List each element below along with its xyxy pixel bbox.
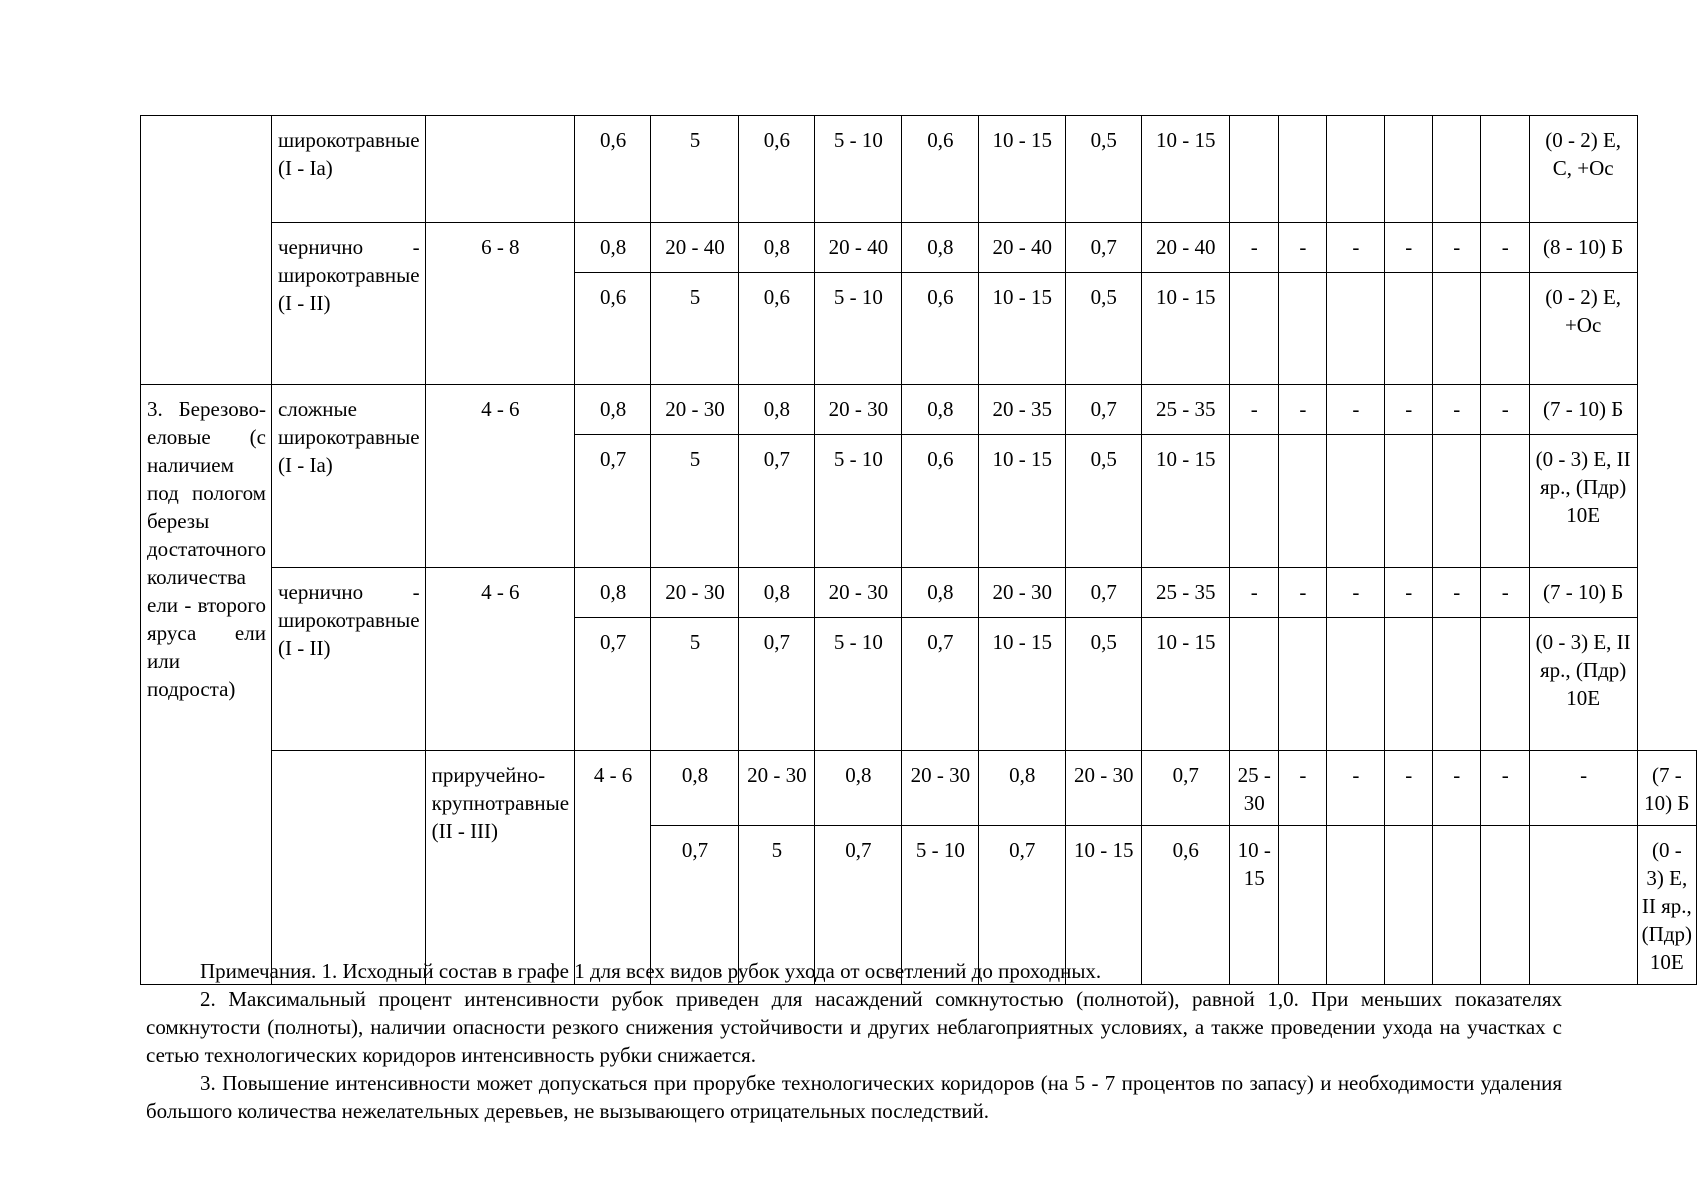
data-cell: 0,8 <box>651 751 739 826</box>
data-cell: 5 <box>651 273 739 385</box>
data-cell: 0,8 <box>575 223 651 273</box>
data-cell: 0,7 <box>1065 385 1141 435</box>
group-cell-empty <box>141 116 272 385</box>
data-cell: 0,5 <box>1065 273 1141 385</box>
data-cell: 0,6 <box>901 273 978 385</box>
data-cell: 0,8 <box>738 568 814 618</box>
data-cell <box>1326 435 1384 568</box>
data-cell: - <box>1229 568 1278 618</box>
age-cell: 6 - 8 <box>425 223 574 385</box>
data-cell: - <box>1384 751 1432 826</box>
data-cell: - <box>1278 223 1326 273</box>
data-cell: 5 - 10 <box>814 116 901 223</box>
subtype-cell: чернично - широкотравные (I - II) <box>271 568 425 751</box>
data-cell <box>1326 618 1384 751</box>
data-cell: 20 - 40 <box>978 223 1065 273</box>
notes-section <box>146 957 1562 1125</box>
data-cell: - <box>1480 385 1529 435</box>
data-cell: 10 - 15 <box>1141 116 1229 223</box>
table-row <box>141 223 1697 273</box>
data-cell: 0,7 <box>1065 223 1141 273</box>
data-cell <box>1326 273 1384 385</box>
composition-cell: (0 - 2) Е, С, +Ос <box>1529 116 1637 223</box>
data-cell: - <box>1432 751 1480 826</box>
data-cell: 25 - 35 <box>1141 385 1229 435</box>
data-cell <box>1480 435 1529 568</box>
data-cell: - <box>1384 568 1432 618</box>
data-cell <box>1229 618 1278 751</box>
data-cell: 0,8 <box>978 751 1065 826</box>
data-cell: 10 - 15 <box>978 273 1065 385</box>
data-cell: 10 - 15 <box>1141 435 1229 568</box>
data-cell: - <box>1326 751 1384 826</box>
data-cell: 0,5 <box>1065 116 1141 223</box>
composition-cell: (8 - 10) Б <box>1529 223 1637 273</box>
data-cell: - <box>1432 223 1480 273</box>
data-cell <box>1229 116 1278 223</box>
data-cell: - <box>1384 385 1432 435</box>
data-cell: 10 - 15 <box>978 435 1065 568</box>
data-cell <box>1326 116 1384 223</box>
data-cell: 20 - 30 <box>814 385 901 435</box>
data-cell: - <box>1326 385 1384 435</box>
data-cell: 0,6 <box>1141 826 1229 985</box>
data-cell: 10 - 15 <box>978 618 1065 751</box>
data-cell: 0,8 <box>901 385 978 435</box>
subtype-cell: приручейно-крупнотравные (II - III) <box>425 751 574 985</box>
data-cell: 0,7 <box>978 826 1065 985</box>
composition-cell: (0 - 3) Е, II яр., (Пдр) 10Е <box>1529 618 1637 751</box>
subtype-cell: чернично - широкотравные (I - II) <box>271 223 425 385</box>
data-cell: 5 <box>651 618 739 751</box>
data-cell: 0,7 <box>651 826 739 985</box>
forest-thinning-table <box>140 115 1697 985</box>
table-body <box>141 116 1697 985</box>
data-cell <box>1480 116 1529 223</box>
data-cell: 0,8 <box>814 751 901 826</box>
data-cell: 0,7 <box>1065 568 1141 618</box>
data-cell: 5 <box>651 435 739 568</box>
group-cell-empty <box>271 751 425 985</box>
data-cell <box>1480 618 1529 751</box>
data-cell <box>1229 435 1278 568</box>
data-cell: 5 - 10 <box>814 435 901 568</box>
composition-cell: (0 - 3) Е, II яр., (Пдр) 10Е <box>1637 826 1696 985</box>
data-cell <box>1384 273 1432 385</box>
data-cell: 0,6 <box>738 273 814 385</box>
composition-cell: (7 - 10) Б <box>1529 385 1637 435</box>
composition-cell: (7 - 10) Б <box>1637 751 1696 826</box>
data-cell: - <box>1480 568 1529 618</box>
composition-cell: (0 - 2) Е, +Ос <box>1529 273 1637 385</box>
data-cell <box>1432 116 1480 223</box>
data-cell: 20 - 40 <box>1141 223 1229 273</box>
data-cell: 10 - 15 <box>978 116 1065 223</box>
data-cell: 10 - 15 <box>1141 618 1229 751</box>
data-cell: 20 - 40 <box>814 223 901 273</box>
data-cell: 0,7 <box>901 618 978 751</box>
age-cell: 4 - 6 <box>425 385 574 568</box>
note-paragraph: 3. Повышение интенсивности может допускаться при прорубке технологических коридоров (на 5 - 7 процентов по запасу) и необходимости удаления большого количества нежелательных деревьев, не вызывающего отрицательных последствий. <box>146 1071 1562 1123</box>
table-row <box>141 751 1697 826</box>
data-cell: - <box>1480 751 1529 826</box>
data-cell: 0,7 <box>738 618 814 751</box>
data-cell: 0,6 <box>575 116 651 223</box>
data-cell: 20 - 30 <box>651 385 739 435</box>
data-cell: 20 - 30 <box>814 568 901 618</box>
data-cell: 20 - 30 <box>901 751 978 826</box>
data-cell: 25 - 35 <box>1141 568 1229 618</box>
data-cell <box>1278 273 1326 385</box>
data-cell: 20 - 35 <box>978 385 1065 435</box>
data-cell: 0,8 <box>738 385 814 435</box>
data-cell: 0,5 <box>1065 435 1141 568</box>
data-cell <box>1432 273 1480 385</box>
data-cell: - <box>1480 223 1529 273</box>
data-cell: 10 - 15 <box>1229 826 1278 985</box>
data-cell: 5 - 10 <box>814 273 901 385</box>
composition-cell: (7 - 10) Б <box>1529 568 1637 618</box>
data-cell: 0,8 <box>575 568 651 618</box>
data-cell: 5 - 10 <box>814 618 901 751</box>
age-cell: 4 - 6 <box>425 568 574 751</box>
composition-cell: (0 - 3) Е, II яр., (Пдр) 10Е <box>1529 435 1637 568</box>
group-name-cell: 3. Березово-еловые (с наличием под пологом березы достаточного количества ели - второго яруса ели или подроста) <box>141 385 272 985</box>
data-cell: 10 - 15 <box>1141 273 1229 385</box>
data-cell: 0,6 <box>575 273 651 385</box>
data-cell <box>1480 273 1529 385</box>
data-cell: 5 - 10 <box>901 826 978 985</box>
data-cell <box>1432 435 1480 568</box>
data-cell: 0,6 <box>901 435 978 568</box>
data-cell: 0,8 <box>901 223 978 273</box>
data-cell <box>1278 435 1326 568</box>
data-cell: 0,6 <box>901 116 978 223</box>
data-cell <box>1384 618 1432 751</box>
subtype-cell: широкотравные (I - Ia) <box>271 116 425 223</box>
data-cell: 0,8 <box>575 385 651 435</box>
note-paragraph: Примечания. 1. Исходный состав в графе 1 для всех видов рубок ухода от осветлений до проходных. <box>200 959 1102 983</box>
data-cell: - <box>1278 568 1326 618</box>
data-cell: 20 - 30 <box>651 568 739 618</box>
data-cell <box>1229 273 1278 385</box>
data-cell: 10 - 15 <box>1065 826 1141 985</box>
data-cell: 0,6 <box>738 116 814 223</box>
data-cell <box>1432 618 1480 751</box>
data-cell: 20 - 30 <box>738 751 814 826</box>
data-cell: - <box>1384 223 1432 273</box>
data-cell: 20 - 30 <box>978 568 1065 618</box>
data-cell <box>1384 435 1432 568</box>
data-cell: 20 - 40 <box>651 223 739 273</box>
data-cell: - <box>1326 568 1384 618</box>
data-cell: - <box>1432 568 1480 618</box>
data-cell: - <box>1326 223 1384 273</box>
data-cell: 0,7 <box>1141 751 1229 826</box>
data-cell <box>1278 116 1326 223</box>
table-row <box>141 568 1697 618</box>
data-cell: 0,5 <box>1065 618 1141 751</box>
data-cell: 0,7 <box>814 826 901 985</box>
data-cell: 25 - 30 <box>1229 751 1278 826</box>
age-cell: 4 - 6 <box>575 751 651 985</box>
data-cell: 0,7 <box>738 435 814 568</box>
data-cell: 5 <box>738 826 814 985</box>
table-row <box>141 385 1697 435</box>
data-cell: 5 <box>651 116 739 223</box>
table-row <box>141 116 1697 223</box>
data-cell: - <box>1229 385 1278 435</box>
note-paragraph: 2. Максимальный процент интенсивности рубок приведен для насаждений сомкнутостью (полнотой), равной 1,0. При меньших показателях сомкнутости (полноты), наличии опасности резкого снижения устойчивости и других неблагоприятных условиях, а также проведении ухода на участках с сетью технологических коридоров интенсивность рубки снижается. <box>146 987 1562 1067</box>
age-cell <box>425 116 574 223</box>
data-cell: 20 - 30 <box>1065 751 1141 826</box>
data-cell: - <box>1529 751 1637 826</box>
data-cell: - <box>1432 385 1480 435</box>
data-cell: 0,7 <box>575 618 651 751</box>
data-cell: - <box>1229 223 1278 273</box>
subtype-cell: сложные широкотравные (I - Ia) <box>271 385 425 568</box>
data-cell: - <box>1278 751 1326 826</box>
data-cell <box>1384 116 1432 223</box>
data-cell: 0,8 <box>738 223 814 273</box>
data-cell: 0,8 <box>901 568 978 618</box>
data-cell <box>1278 618 1326 751</box>
data-cell: - <box>1278 385 1326 435</box>
data-cell: 0,7 <box>575 435 651 568</box>
